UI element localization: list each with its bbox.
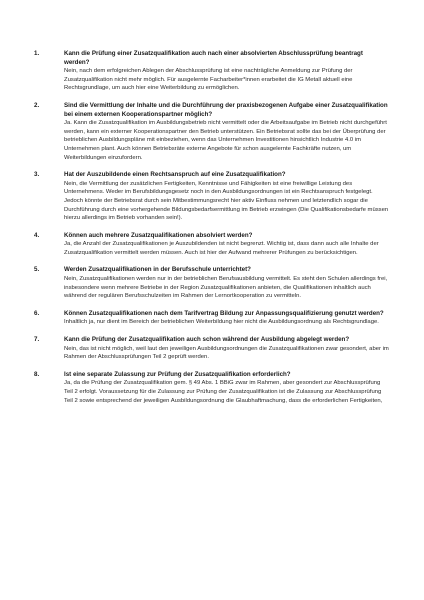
faq-answer: Inhaltlich ja, nur dient im Bereich der betrieblichen Weiterbildung hier nicht die Ausbildungsordnung als Rechtsgrundlage.: [64, 319, 379, 326]
faq-question: Kann die Prüfung der Zusatzqualifikation auch schon während der Ausbildung abgelegt werden?: [64, 336, 350, 344]
faq-answer: Ja, da die Prüfung der Zusatzqualifikation gem. § 49 Abs. 1 BBiG zwar im Rahmen, aber gesondert zur Abschlussprüfung Teil 2 erfolgt. Voraussetzung für die Zulassung zur Prüfung der Zusatzqualifikation ist die Zulassung zur Abschlussprüfung Teil 2 sowie entsprechend der jeweiligen Ausbildungsordnung die Glaubhaftmachung, dass die erforderlichen Fertigkeiten,: [64, 380, 383, 404]
faq-item-6: [34, 310, 390, 327]
faq-item-4: [34, 232, 390, 258]
item-number: 5.: [34, 266, 40, 274]
faq-question: Sind die Vermittlung der Inhalte und die Durchführung der praxisbezogenen Aufgabe einer Zusatzqualifikation bei einem externen Kooperationspartner möglich?: [64, 101, 388, 118]
item-number: 6.: [34, 309, 40, 317]
faq-question: Werden Zusatzqualifikationen in der Berufsschule unterrichtet?: [64, 266, 251, 274]
faq-answer: Nein, das ist nicht möglich, weil laut den jeweiligen Ausbildungsordnungen die Zusatzqualifikationen zwar gesondert, aber im Rahmen der Abschlussprüfungen Teil 2 geprüft werden.: [64, 345, 389, 361]
faq-answer: Nein, nach dem erfolgreichen Ablegen der Abschlussprüfung ist eine nachträgliche Anmeldung zur Prüfung der Zusatzqualifikation nicht mehr möglich. Für ausgelernte Facharbeiter*innen erarbeitet die IG Metall aktuell eine Rechtsgrundlage, um auch hier eine Weiterbildung zu ermöglichen.: [64, 68, 353, 92]
item-number: 2.: [34, 101, 40, 109]
faq-item-5: [34, 266, 390, 300]
faq-answer: Nein, Zusatzqualifikationen werden nur in der betrieblichen Berufsausbildung vermittelt. Es steht den Schulen allerdings frei, insbesondere wenn mehrere Betriebe in der Region Zusatzqualifikationen anbieten, die Qualifikationen inhaltlich auch während der regulären Berufsschulzeiten im Rahmen der Lernortkooperation zu vermitteln.: [64, 276, 388, 300]
faq-question: Hat der Auszubildende einen Rechtsanspruch auf eine Zusatzqualifikation?: [64, 171, 286, 179]
faq-item-2: [34, 102, 390, 162]
item-number: 3.: [34, 171, 40, 179]
item-number: 7.: [34, 336, 40, 344]
item-number: 8.: [34, 370, 40, 378]
item-number: 1.: [34, 50, 40, 57]
faq-item-1: [34, 50, 390, 93]
faq-question: Können Zusatzqualifikationen nach dem Tarifvertrag Bildung zur Anpassungsqualifizierung genutzt werden?: [64, 309, 384, 317]
faq-answer: Nein, die Vermittlung der zusätzlichen Fertigkeiten, Kenntnisse und Fähigkeiten ist eine freiwillige Leistung des Unternehmens. Weder im Berufsbildungsgesetz noch in den Ausbildungsordnungen ist ein Rechtsanspruch festgelegt. Jedoch könnte der Betriebsrat durch sein Mitbestimmungsrecht hier aktiv Einfluss nehmen und letztendlich sogar die Durchführung durch eine vorhergehende Bildungsbedarfsermittlung im Betrieb erzwingen (Die Qualifikationsbedarfe müssen hierzu allerdings im Betrieb vorhanden sein!).: [64, 180, 389, 222]
item-number: 4.: [34, 231, 40, 239]
faq-answer: Ja, die Anzahl der Zusatzqualifikationen je Auszubildenden ist nicht begrenzt. Wichtig ist, dass dann auch alle Inhalte der Zusatzqualifikation vermittelt werden müssen. Auch ist hier der Aufwand mehrerer Prüfungen zu berücksichtigen.: [64, 241, 379, 256]
faq-question: Ist eine separate Zulassung zur Prüfung der Zusatzqualifikation erforderlich?: [64, 370, 291, 378]
faq-item-8: [34, 371, 390, 405]
faq-item-3: [34, 171, 390, 223]
faq-question: Kann die Prüfung einer Zusatzqualifikation auch nach einer absolvierten Abschlussprüfung beantragt werden?: [64, 50, 363, 66]
faq-answer: Ja. Kann die Zusatzqualifikation im Ausbildungsbetrieb nicht vermittelt oder die Arbeitsaufgabe im Betrieb nicht durchgeführt werden, kann ein externer Kooperationspartner den Betrieb unterstützen. Ein Betriebsrat sollte das bei der Überprüfung der betrieblichen Ausbildungspläne mit einbeziehen, wenn das Unternehmen Investitionen hinsichtlich Industrie 4.0 im Unternehmen plant. Auch können Betriebsräte externe Angebote für schon ausgelernte Fachkräfte nutzen, um Weiterbildungen einzufordern.: [64, 120, 387, 161]
faq-question: Können auch mehrere Zusatzqualifikationen absolviert werden?: [64, 231, 253, 239]
faq-item-7: [34, 336, 390, 362]
